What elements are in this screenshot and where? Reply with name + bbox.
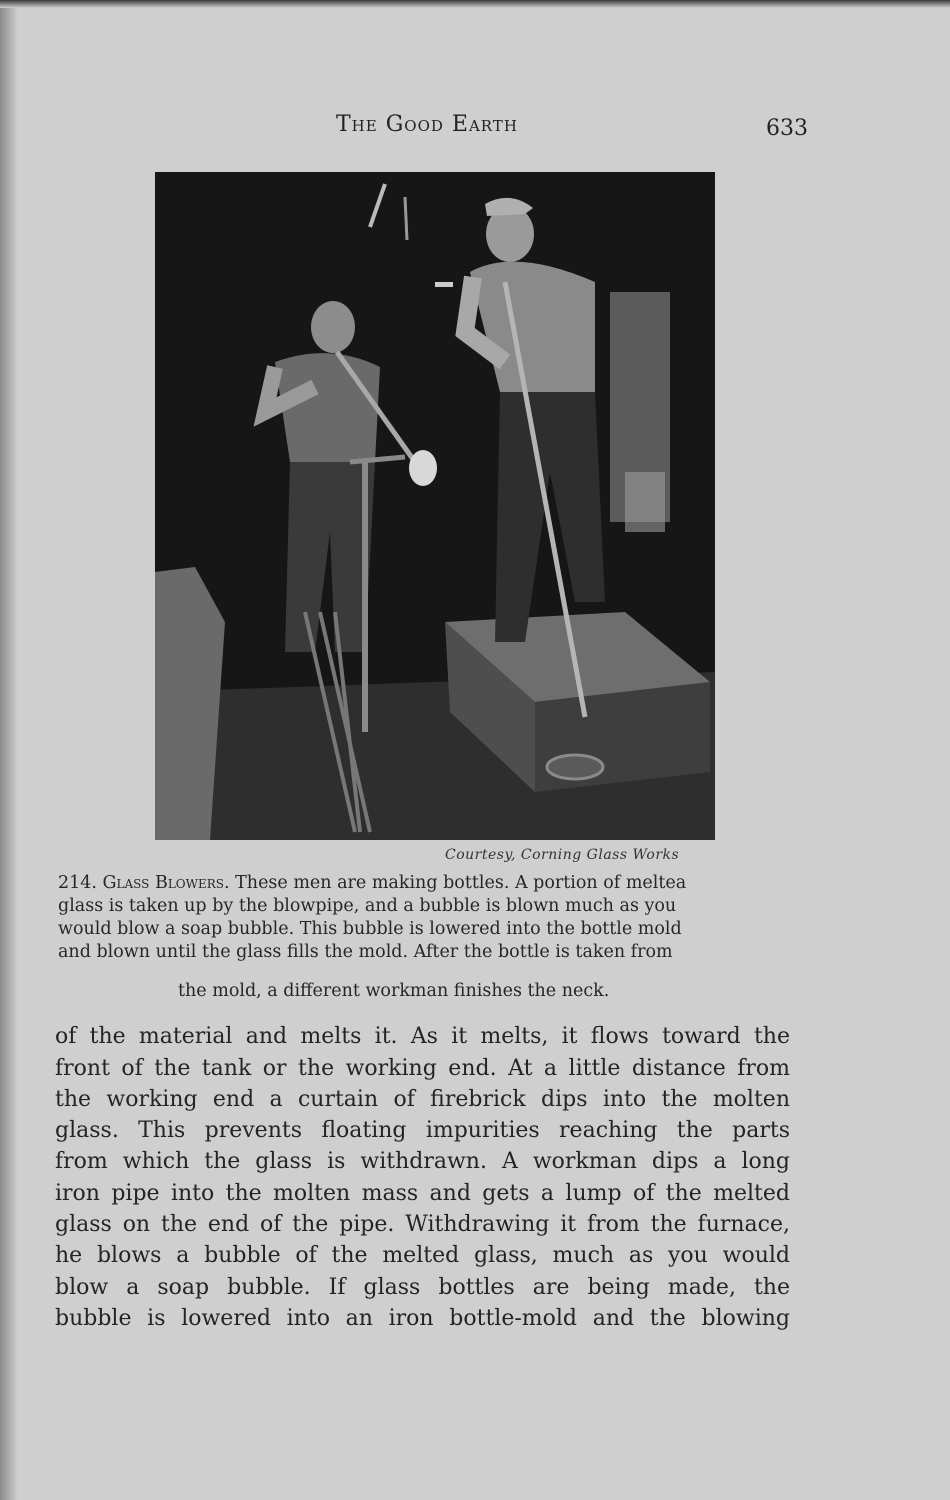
figure-title: Glass Blowers. [102, 873, 230, 893]
caption-line: glass is taken up by the blowpipe, and a bubble is blown much as you [58, 896, 677, 916]
body-line: bubble is lowered into an iron bottle-mold and the blowing [55, 1306, 790, 1331]
page-number: 633 [766, 116, 808, 141]
body-line: blow a soap bubble. If glass bottles are being made, the [55, 1275, 790, 1300]
photo-credit: Courtesy, Corning Glass Works [445, 847, 680, 863]
body-line: front of the tank or the working end. At a little distance from [55, 1056, 790, 1081]
figure-caption [58, 872, 796, 964]
glass-blowers-photo [155, 172, 715, 840]
caption-last-line: the mold, a different workman finishes the neck. [178, 981, 610, 1001]
spine-shadow [0, 0, 18, 1500]
body-line: glass. This prevents floating impurities reaching the parts [55, 1118, 790, 1143]
body-line: from which the glass is withdrawn. A workman dips a long [55, 1149, 790, 1174]
caption-line: and blown until the glass fills the mold. After the bottle is taken from [58, 942, 673, 962]
page-top-edge [0, 0, 950, 8]
caption-line: would blow a soap bubble. This bubble is lowered into the bottle mold [58, 919, 682, 939]
body-line: of the material and melts it. As it melts, it flows toward the [55, 1024, 790, 1049]
caption-text: These men are making bottles. A portion of meltea [235, 873, 687, 893]
running-head: The Good Earth [336, 112, 518, 137]
caption-line [58, 872, 796, 895]
body-line: iron pipe into the molten mass and gets a lump of the melted [55, 1181, 790, 1206]
body-line: glass on the end of the pipe. Withdrawing it from the furnace, [55, 1212, 790, 1237]
figure-number: 214. [58, 873, 97, 893]
body-line: he blows a bubble of the melted glass, much as you would [55, 1243, 790, 1268]
body-line: the working end a curtain of firebrick dips into the molten [55, 1087, 790, 1112]
